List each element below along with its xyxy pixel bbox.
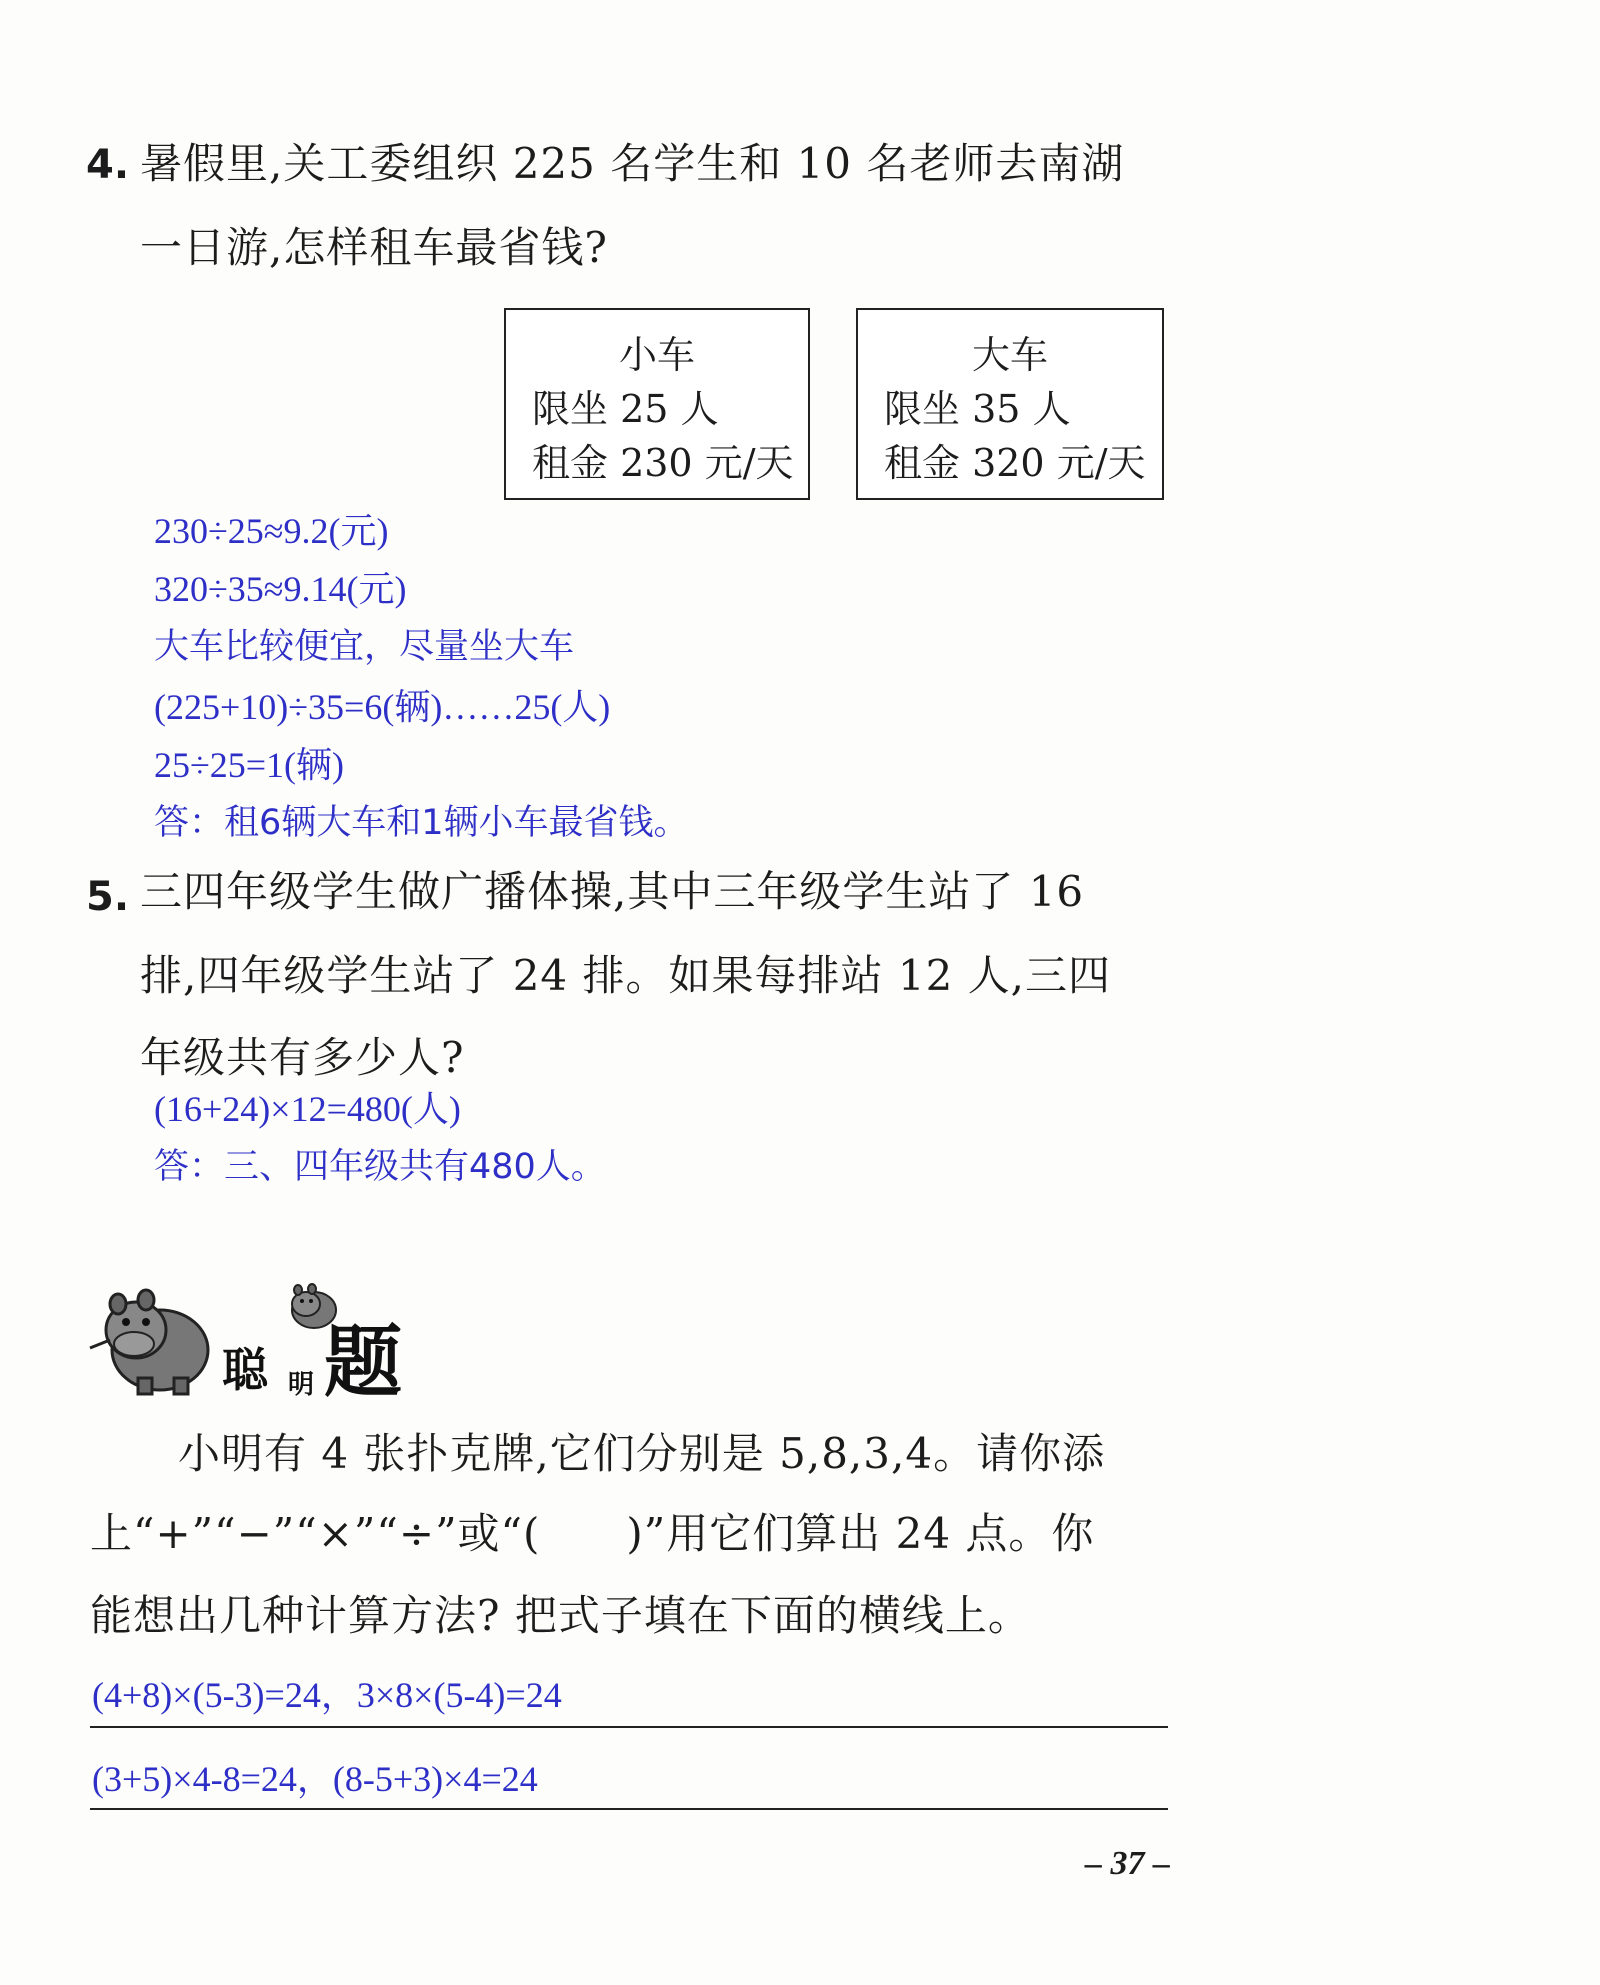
question-4-number: 4. — [86, 142, 130, 188]
q4-answer-line3: 大车比较便宜，尽量坐大车 — [154, 627, 575, 667]
big-car-seats: 限坐 35 人 — [884, 387, 1071, 431]
smart-title-char1: 聪 — [222, 1343, 268, 1397]
small-car-box — [504, 308, 810, 500]
big-car-title: 大车 — [971, 333, 1048, 377]
question-5-number: 5. — [86, 874, 130, 920]
hippo-illustration — [88, 1278, 218, 1398]
smart-answer-line2: (3+5)×4-8=24，(8-5+3)×4=24 — [92, 1759, 538, 1799]
smart-text-line2: 上“+”“−”“×”“÷”或“( )”用它们算出 24 点。你 — [90, 1509, 1095, 1558]
smart-text-line3: 能想出几种计算方法? 把式子填在下面的横线上。 — [90, 1591, 1031, 1640]
question-5-text-line1: 三四年级学生做广播体操,其中三年级学生站了 16 — [140, 867, 1085, 916]
question-4-text-line2: 一日游,怎样租车最省钱? — [140, 223, 608, 272]
small-car-seats: 限坐 25 人 — [532, 387, 719, 431]
big-car-rent: 租金 320 元/天 — [884, 441, 1146, 485]
smart-title-char3: 题 — [324, 1318, 403, 1408]
big-car-box — [856, 308, 1164, 500]
q4-answer-line2: 320÷35≈9.14(元) — [154, 569, 407, 609]
q4-answer-line1: 230÷25≈9.2(元) — [154, 511, 389, 551]
small-car-title: 小车 — [618, 333, 695, 377]
smart-answer-line1: (4+8)×(5-3)=24，3×8×(5-4)=24 — [92, 1675, 562, 1715]
answer-line-1 — [90, 1726, 1168, 1728]
page-number: – 37 – — [1085, 1845, 1170, 1882]
question-5-text-line2: 排,四年级学生站了 24 排。如果每排站 12 人,三四 — [140, 951, 1111, 1000]
q4-answer-line6: 答：租6辆大车和1辆小车最省钱。 — [154, 803, 689, 843]
q5-answer-line2: 答：三、四年级共有480人。 — [154, 1147, 606, 1187]
small-car-rent: 租金 230 元/天 — [532, 441, 794, 485]
question-4-text-line1: 暑假里,关工委组织 225 名学生和 10 名老师去南湖 — [140, 139, 1125, 188]
q4-answer-line5: 25÷25=1(辆) — [154, 745, 345, 785]
answer-line-2 — [90, 1808, 1168, 1810]
smart-text-line1: 小明有 4 张扑克牌,它们分别是 5,8,3,4。请你添 — [178, 1429, 1106, 1478]
q5-answer-line1: (16+24)×12=480(人) — [154, 1089, 461, 1129]
question-5-text-line3: 年级共有多少人? — [140, 1033, 465, 1082]
smart-title-char2: 明 — [288, 1370, 315, 1400]
q4-answer-line4: (225+10)÷35=6(辆)……25(人) — [154, 687, 611, 727]
